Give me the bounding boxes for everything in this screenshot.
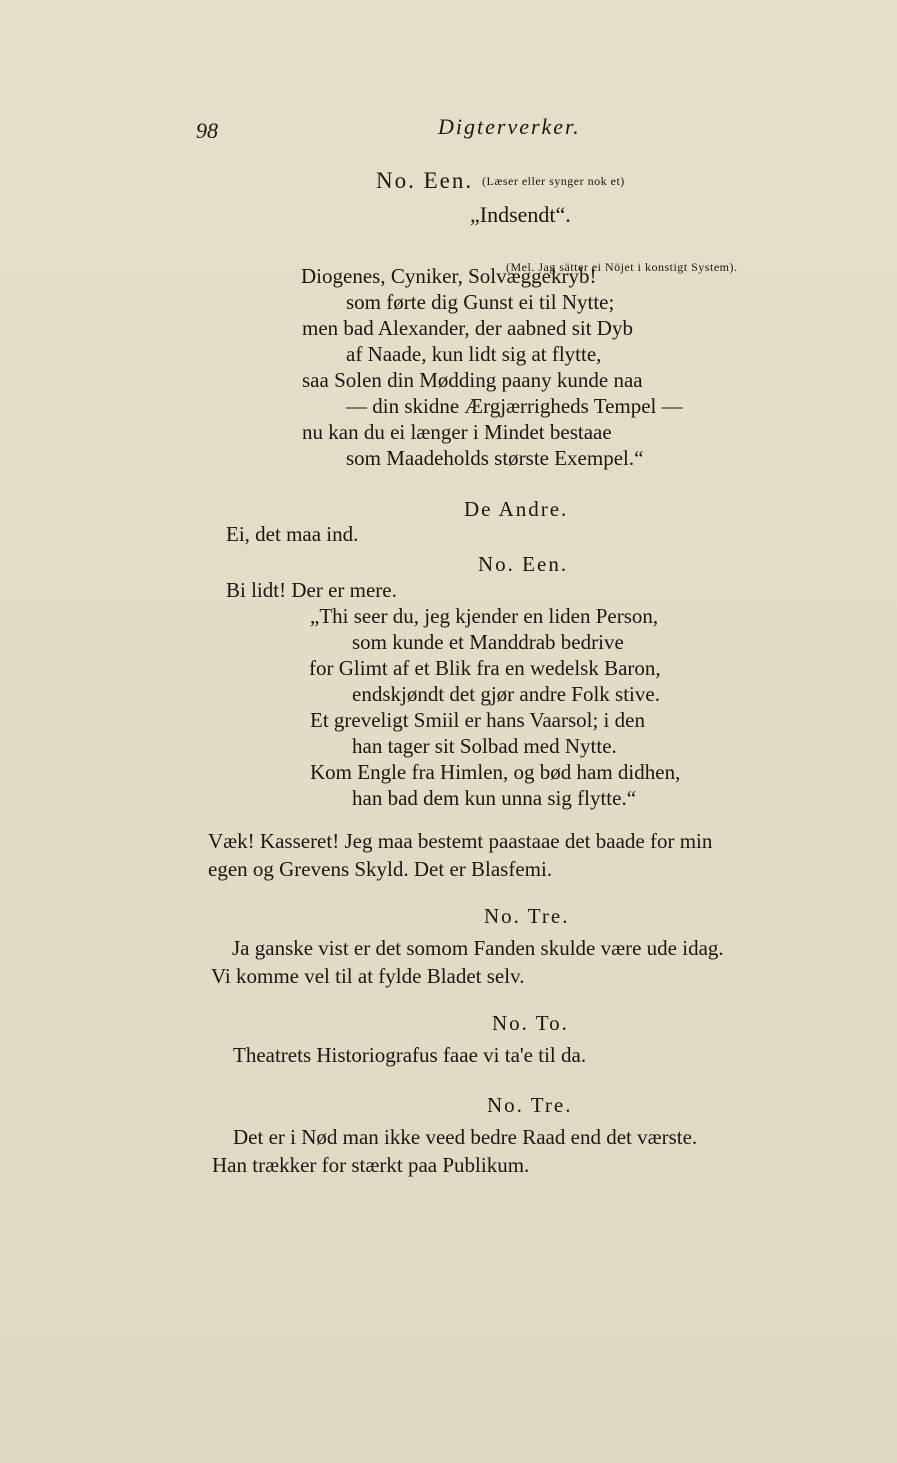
dialogue-line: Ei, det maa ind.: [226, 522, 359, 546]
verse-line: som Maadeholds største Exempel.“: [346, 446, 644, 470]
verse-line: for Glimt af et Blik fra en wedelsk Baron,: [309, 656, 661, 680]
verse-line: men bad Alexander, der aabned sit Dyb: [302, 316, 633, 340]
page-number: 98: [196, 118, 218, 143]
prose-line: Væk! Kasseret! Jeg maa bestemt paastaae det baade for min: [208, 829, 713, 853]
speaker-no-tre: No. Tre.: [484, 904, 570, 928]
prose-line: egen og Grevens Skyld. Det er Blasfemi.: [208, 857, 553, 881]
verse-line: „Thi seer du, jeg kjender en liden Person,: [310, 604, 659, 628]
verse-line: nu kan du ei længer i Mindet bestaae: [302, 420, 612, 444]
verse-line: Kom Engle fra Himlen, og bød ham didhen,: [310, 760, 681, 784]
prose-line: Han trækker for stærkt paa Publikum.: [212, 1153, 530, 1177]
verse-line: af Naade, kun lidt sig at flytte,: [346, 342, 602, 366]
prose-line: Theatrets Historiografus faae vi ta'e til da.: [233, 1043, 587, 1067]
prose-line: Vi komme vel til at fylde Bladet selv.: [211, 964, 525, 988]
verse-line: som førte dig Gunst ei til Nytte;: [346, 290, 615, 314]
speaker-no-to: No. To.: [492, 1011, 569, 1035]
melody-note: (Mel. Jag sätter ei Nöjet i konstigt System).: [506, 260, 738, 274]
verse-line: han tager sit Solbad med Nytte.: [352, 734, 617, 758]
verse-line: — din skidne Ærgjærrigheds Tempel —: [346, 394, 683, 418]
running-title: Digterverker.: [438, 114, 581, 139]
verse-line: saa Solen din Mødding paany kunde naa: [302, 368, 643, 392]
prose-line: Ja ganske vist er det somom Fanden skulde være ude idag.: [232, 936, 724, 960]
speaker-de-andre: De Andre.: [464, 497, 569, 521]
verse-line: endskjøndt det gjør andre Folk stive.: [352, 682, 660, 706]
verse-line: han bad dem kun unna sig flytte.“: [352, 786, 637, 810]
speaker-no-tre: No. Tre.: [487, 1093, 573, 1117]
speaker-no-een: No. Een.: [478, 552, 569, 576]
prose-line: Det er i Nød man ikke veed bedre Raad end det værste.: [233, 1125, 698, 1149]
dialogue-line: Bi lidt! Der er mere.: [226, 578, 397, 602]
verse-line: Diogenes, Cyniker, Solvæggekryb!: [301, 264, 597, 288]
speaker-no-een: No. Een.: [376, 168, 474, 193]
verse-line: som kunde et Manddrab bedrive: [352, 630, 624, 654]
verse-line: Et greveligt Smiil er hans Vaarsol; i den: [310, 708, 645, 732]
poem-title: „Indsendt“.: [470, 202, 571, 227]
stage-direction: (Læser eller synger nok et): [482, 174, 625, 188]
